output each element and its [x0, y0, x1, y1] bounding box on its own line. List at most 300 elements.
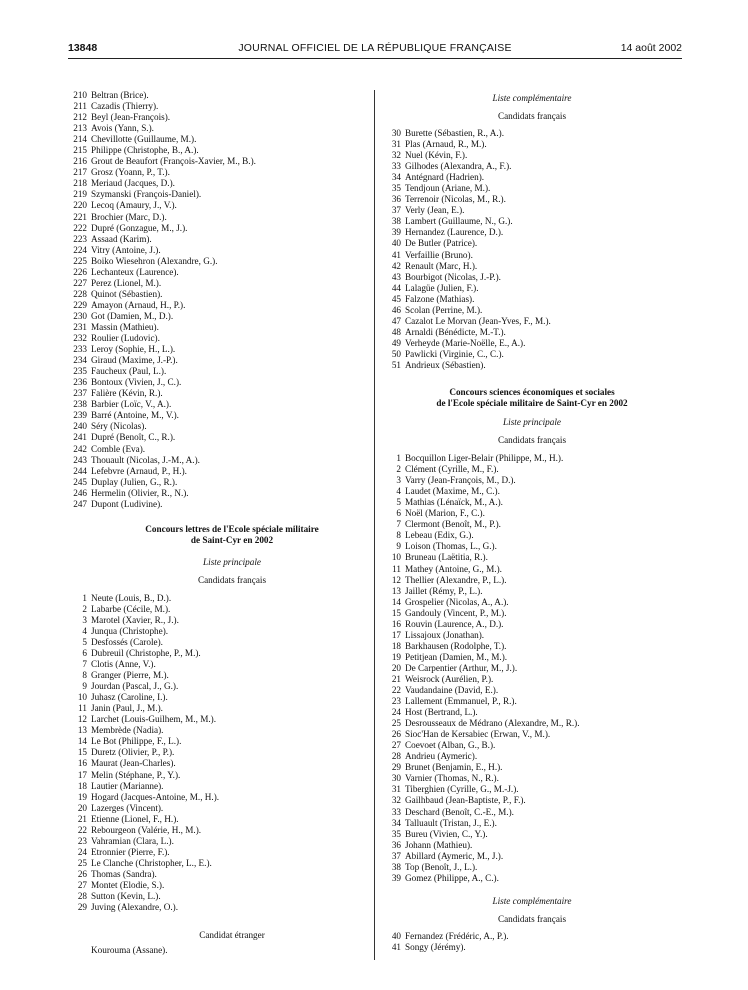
rank-number: 4: [82, 625, 87, 636]
rank-number: 16: [391, 618, 401, 629]
page-number: 13848: [68, 42, 98, 54]
list-item: [382, 172, 682, 183]
list-item: [68, 178, 368, 189]
list-item: [68, 770, 368, 781]
list-item: [382, 305, 682, 316]
list-item: [382, 497, 682, 508]
rank-number: 20: [77, 802, 87, 813]
list-item: [68, 836, 368, 847]
list-item: [382, 707, 682, 718]
rank-number: 240: [73, 421, 87, 432]
candidate-name: Terrenoir (Nicolas, M., R.).: [405, 194, 506, 205]
list-item: [382, 508, 682, 519]
candidate-name: Bureu (Vivien, C., Y.).: [405, 828, 488, 839]
list-item: [68, 366, 368, 377]
rank-number: 227: [73, 277, 87, 288]
candidate-name: Bourbigot (Nicolas, J.-P.).: [405, 271, 501, 282]
list-item: [382, 150, 682, 161]
candidate-name: Chevillotte (Guillaume, M.).: [91, 134, 197, 145]
candidate-name: Johann (Mathieu).: [405, 839, 473, 850]
list-item: [68, 289, 368, 300]
candidate-name: Lalagüe (Julien, F.).: [405, 282, 479, 293]
candidate-name: Burette (Sébastien, R., A.).: [405, 128, 505, 138]
heading-line-2: de Saint-Cyr en 2002: [190, 534, 274, 545]
list-item: [68, 792, 368, 803]
candidate-name: Brochier (Marc, D.).: [91, 211, 167, 222]
candidate-name: Andrieux (Sébastien).: [405, 359, 486, 370]
rank-number: 34: [391, 817, 401, 828]
rank-number: 7: [396, 519, 401, 530]
candidate-name: Sioc'Han de Kersabiec (Erwan, V., M.).: [405, 729, 551, 740]
list-item: [382, 773, 682, 784]
candidate-name: Beltran (Brice).: [91, 90, 149, 100]
candidate-name: Cazalot Le Morvan (Jean-Yves, F., M.).: [405, 315, 551, 326]
candidate-name: Leroy (Sophie, H., L.).: [91, 344, 176, 355]
rank-number: 39: [391, 872, 401, 883]
candidate-name: Bruneau (Laëtitia, R.).: [405, 552, 488, 563]
candidate-name: Bocquillon Liger-Belair (Philippe, M., H.).: [405, 453, 564, 464]
liste-complementaire-label: Liste complémentaire: [492, 93, 572, 103]
list-item: [68, 803, 368, 814]
list-item: [382, 552, 682, 563]
list-item: [382, 564, 682, 575]
rank-number: 40: [391, 930, 401, 941]
list-item: [382, 139, 682, 150]
candidate-name: Laudet (Maxime, M., C.).: [405, 486, 500, 497]
list-item: [68, 421, 368, 432]
candidate-name: Sutton (Kevin, L.).: [91, 891, 161, 902]
list-item: [382, 338, 682, 349]
page-header: [68, 42, 682, 56]
rank-number: 10: [391, 552, 401, 563]
rank-number: 44: [391, 282, 401, 293]
list-item: [382, 128, 682, 139]
rank-number: 48: [391, 326, 401, 337]
rank-number: 247: [73, 498, 87, 509]
candidate-name: Clermont (Benoît, M., P.).: [405, 519, 501, 530]
list-item: [382, 586, 682, 597]
list-item: [382, 530, 682, 541]
candidate-name: Clotis (Anne, V.).: [91, 659, 156, 670]
rank-number: 232: [73, 333, 87, 344]
list-item: [382, 729, 682, 740]
list-item: [68, 311, 368, 322]
candidate-name: Massin (Mathieu).: [91, 321, 159, 332]
candidate-name: Hogard (Jacques-Antoine, M., H.).: [91, 791, 220, 802]
rank-number: 221: [73, 211, 87, 222]
list-item: [382, 238, 682, 249]
list-e: [382, 931, 682, 953]
list-item: [382, 784, 682, 795]
list-item: [68, 847, 368, 858]
candidats-francais-label: Candidats français: [497, 111, 567, 121]
candidate-name: Duretz (Olivier, P., P.).: [91, 747, 175, 758]
candidate-name: Loison (Thomas, L., G.).: [405, 541, 497, 552]
candidate-name: Juhasz (Caroline, I.).: [91, 692, 168, 703]
list-item: [382, 873, 682, 884]
rank-number: 21: [391, 673, 401, 684]
candidate-name: Tendjoun (Ariane, M.).: [405, 183, 491, 194]
rank-number: 20: [391, 662, 401, 673]
rank-number: 217: [73, 167, 87, 178]
list-item: [68, 814, 368, 825]
list-item: [68, 648, 368, 659]
candidate-name: Larchet (Louis-Guilhem, M., M.).: [91, 714, 217, 725]
list-item: [68, 781, 368, 792]
list-item: [68, 432, 368, 443]
rank-number: 34: [391, 172, 401, 183]
candidate-name: Cazadis (Thierry).: [91, 101, 159, 112]
rank-number: 19: [77, 791, 87, 802]
candidate-name: Desfossés (Carole).: [91, 636, 163, 647]
candidate-name: Petitjean (Damien, M., M.).: [405, 651, 508, 662]
rank-number: 11: [392, 563, 401, 574]
candidate-name: Séry (Nicolas).: [91, 421, 147, 432]
rank-number: 35: [391, 183, 401, 194]
rank-number: 211: [73, 101, 87, 112]
rank-number: 8: [396, 530, 401, 541]
candidate-name: Falzone (Mathias).: [405, 293, 475, 304]
list-item: [68, 256, 368, 267]
rank-number: 215: [73, 145, 87, 156]
rank-number: 42: [391, 260, 401, 271]
rank-number: 31: [391, 139, 401, 150]
list-item: [68, 333, 368, 344]
list-item: [68, 604, 368, 615]
list-item: [68, 200, 368, 211]
candidate-name: Gilhodes (Alexandra, A., F.).: [405, 161, 512, 172]
candidate-name: Philippe (Christophe, B., A.).: [91, 145, 199, 156]
candidate-name: Jaillet (Rémy, P., L.).: [405, 585, 483, 596]
candidate-name: Plas (Arnaud, R., M.).: [405, 139, 487, 150]
list-item: [382, 840, 682, 851]
rank-number: 22: [77, 824, 87, 835]
rank-number: 16: [77, 758, 87, 769]
list-item: [382, 641, 682, 652]
candidat-etranger-name: Kourouma (Assane).: [91, 945, 168, 956]
candidate-name: Lazerges (Vincent).: [91, 802, 164, 813]
candidate-name: Host (Bertrand, L.).: [405, 707, 478, 718]
rank-number: 32: [391, 150, 401, 161]
list-c: [382, 128, 682, 371]
candidate-name: Barbier (Loïc, V., A.).: [91, 399, 172, 410]
candidats-francais-label: Candidats français: [497, 435, 567, 446]
list-item: [68, 758, 368, 769]
list-item: [382, 931, 682, 942]
candidate-name: Scolan (Perrine, M.).: [405, 304, 483, 315]
rank-number: 237: [73, 388, 87, 399]
rank-number: 223: [73, 233, 87, 244]
rank-number: 218: [73, 178, 87, 189]
section-heading-sciences: [382, 387, 682, 409]
list-b: [68, 593, 368, 913]
candidate-name: Lallement (Emmanuel, P., R.).: [405, 696, 517, 707]
candidate-name: Janin (Paul, J., M.).: [91, 703, 163, 714]
list-item: [382, 663, 682, 674]
rank-number: 17: [391, 629, 401, 640]
rank-number: 6: [82, 648, 87, 659]
candidate-name: Faucheux (Paul, L.).: [91, 366, 167, 377]
list-item: [382, 453, 682, 464]
list-item: [382, 762, 682, 773]
rank-number: 5: [396, 497, 401, 508]
rank-number: 235: [73, 366, 87, 377]
list-item: [68, 344, 368, 355]
rank-number: 47: [391, 315, 401, 326]
candidate-name: Varry (Jean-François, M., D.).: [405, 475, 516, 486]
candidate-name: Vaudandaine (David, E.).: [405, 685, 499, 696]
candidate-name: Varnier (Thomas, N., R.).: [405, 773, 499, 784]
list-item: [68, 858, 368, 869]
rank-number: 14: [391, 596, 401, 607]
list-item: [68, 134, 368, 145]
list-item: [68, 223, 368, 234]
rank-number: 220: [73, 200, 87, 211]
candidate-name: Nuel (Kévin, F.).: [405, 150, 468, 161]
list-item: [382, 486, 682, 497]
rank-number: 1: [82, 592, 87, 603]
rank-number: 30: [391, 128, 401, 138]
candidate-name: De Butler (Patrice).: [405, 238, 478, 249]
list-item: [68, 234, 368, 245]
column-divider: [374, 90, 375, 960]
candidate-name: Szymanski (François-Daniel).: [91, 189, 202, 200]
rank-number: 13: [391, 585, 401, 596]
list-item: [382, 216, 682, 227]
candidate-name: Lautier (Marianne).: [91, 780, 164, 791]
rank-number: 36: [391, 194, 401, 205]
list-item: [382, 316, 682, 327]
candidate-name: Brunet (Benjamin, E., H.).: [405, 762, 503, 773]
candidate-name: Quinot (Sébastien).: [91, 288, 163, 299]
list-item: [382, 183, 682, 194]
rank-number: 246: [73, 487, 87, 498]
rank-number: 224: [73, 244, 87, 255]
list-item: [68, 681, 368, 692]
rank-number: 226: [73, 266, 87, 277]
candidate-name: Got (Damien, M., D.).: [91, 310, 174, 321]
candidate-name: Weisrock (Aurélien, P.).: [405, 673, 494, 684]
rank-number: 234: [73, 355, 87, 366]
rank-number: 216: [73, 156, 87, 167]
list-item: [68, 167, 368, 178]
candidate-name: Verfaillie (Bruno).: [405, 249, 473, 260]
list-item: [68, 322, 368, 333]
candidate-name: Dupré (Gonzague, M., J.).: [91, 222, 188, 233]
list-item: [68, 156, 368, 167]
rank-number: 228: [73, 288, 87, 299]
list-item: [68, 593, 368, 604]
rank-number: 33: [391, 806, 401, 817]
rank-number: 15: [77, 747, 87, 758]
heading-line-1: Concours lettres de l'Ecole spéciale militaire: [145, 523, 319, 534]
list-item: [68, 466, 368, 477]
candidate-name: Arnaldi (Bénédicte, M.-T.).: [405, 326, 506, 337]
candidate-name: Clément (Cyrille, M., F.).: [405, 464, 499, 475]
candidate-name: Bontoux (Vivien, J., C.).: [91, 377, 182, 388]
candidate-name: Deschard (Benoît, C.-E., M.).: [405, 806, 514, 817]
rank-number: 17: [77, 769, 87, 780]
rank-number: 213: [73, 123, 87, 134]
list-item: [382, 541, 682, 552]
rank-number: 28: [77, 891, 87, 902]
rank-number: 25: [77, 857, 87, 868]
list-item: [68, 267, 368, 278]
candidate-name: Rouvin (Laurence, A., D.).: [405, 618, 504, 629]
rank-number: 41: [391, 941, 401, 952]
rank-number: 9: [82, 681, 87, 692]
list-item: [382, 630, 682, 641]
rank-number: 2: [396, 464, 401, 475]
list-item: [382, 807, 682, 818]
candidate-name: Marotel (Xavier, R., J.).: [91, 614, 179, 625]
candidate-name: Songy (Jérémy).: [405, 941, 466, 952]
candidate-name: Granger (Pierre, M.).: [91, 670, 169, 681]
rank-number: 18: [77, 780, 87, 791]
rank-number: 14: [77, 736, 87, 747]
list-item: [382, 751, 682, 762]
list-item: [68, 477, 368, 488]
list-item: [382, 519, 682, 530]
publication-date: 14 août 2002: [620, 42, 682, 54]
rank-number: 29: [391, 762, 401, 773]
list-item: [68, 880, 368, 891]
rank-number: 38: [391, 216, 401, 227]
candidate-name: Giraud (Maxime, J.-P.).: [91, 355, 178, 366]
rank-number: 1: [396, 453, 401, 464]
list-item: [68, 703, 368, 714]
list-item: [68, 399, 368, 410]
list-item: [68, 101, 368, 112]
candidate-name: Juving (Alexandre, O.).: [91, 902, 179, 913]
candidate-name: Top (Benoît, J., L.).: [405, 861, 478, 872]
list-item: [382, 250, 682, 261]
candidate-name: Lecoq (Amaury, J., V.).: [91, 200, 177, 211]
list-item: [68, 300, 368, 311]
rank-number: 242: [73, 443, 87, 454]
candidate-name: Thellier (Alexandre, P., L.).: [405, 574, 507, 585]
candidate-name: Lefebvre (Arnaud, P., H.).: [91, 465, 187, 476]
rank-number: 233: [73, 344, 87, 355]
rank-number: 49: [391, 337, 401, 348]
list-item: [382, 464, 682, 475]
list-item: [382, 360, 682, 371]
rank-number: 10: [77, 692, 87, 703]
candidate-name: Barkhausen (Rodolphe, T.).: [405, 640, 507, 651]
candidate-name: Grospelier (Nicolas, A., A.).: [405, 596, 509, 607]
candidate-name: Andrieu (Aymeric).: [405, 751, 478, 762]
candidate-name: Noël (Marion, F., C.).: [405, 508, 485, 519]
candidate-name: Lebeau (Edix, G.).: [405, 530, 474, 541]
candidate-name: Junqua (Christophe).: [91, 625, 169, 636]
list-item: [68, 488, 368, 499]
candidate-name: Tiberghien (Cyrille, G., M.-J.).: [405, 784, 519, 795]
candidate-name: Membrède (Nadia).: [91, 725, 164, 736]
rank-number: 28: [391, 751, 401, 762]
list-item: [382, 862, 682, 873]
candidate-name: Le Bot (Philippe, F., L.).: [91, 736, 182, 747]
candidate-name: Fernandez (Frédéric, A., P.).: [405, 930, 509, 941]
rank-number: 50: [391, 348, 401, 359]
candidate-name: Boiko Wiesehron (Alexandre, G.).: [91, 255, 218, 266]
candidate-name: Verheyde (Marie-Noëlle, E., A.).: [405, 337, 526, 348]
rank-number: 212: [73, 112, 87, 123]
rank-number: 18: [391, 640, 401, 651]
list-item: [68, 145, 368, 156]
candidate-name: Gomez (Philippe, A., C.).: [405, 872, 499, 883]
list-item: [382, 740, 682, 751]
rank-number: 11: [78, 703, 87, 714]
list-item: [68, 278, 368, 289]
list-item: [68, 499, 368, 510]
candidate-name: Etronnier (Pierre, F.).: [91, 846, 170, 857]
rank-number: 51: [391, 359, 401, 370]
candidate-name: Mathey (Antoine, G., M.).: [405, 563, 502, 574]
candidats-francais-label: Candidats français: [497, 913, 567, 924]
list-item: [68, 714, 368, 725]
candidate-name: Meriaud (Jacques, D.).: [91, 178, 175, 189]
rank-number: 23: [77, 835, 87, 846]
candidate-name: Labarbe (Cécile, M.).: [91, 603, 171, 614]
rank-number: 33: [391, 161, 401, 172]
header-rule: [68, 58, 682, 59]
list-item: [68, 444, 368, 455]
list-item: [382, 608, 682, 619]
candidate-name: Coevoet (Alban, G., B.).: [405, 740, 496, 751]
candidate-name: Lambert (Guillaume, N., G.).: [405, 216, 513, 227]
rank-number: 241: [73, 432, 87, 443]
rank-number: 3: [396, 475, 401, 486]
list-item: [382, 575, 682, 586]
candidate-name: Verly (Jean, E.).: [405, 205, 465, 216]
rank-number: 12: [77, 714, 87, 725]
list-item: [382, 718, 682, 729]
rank-number: 8: [82, 670, 87, 681]
list-item: [68, 891, 368, 902]
list-d: [382, 453, 682, 884]
list-item: [382, 283, 682, 294]
list-item: [68, 388, 368, 399]
candidate-name: Lissajoux (Jonathan).: [405, 629, 485, 640]
list-item: [382, 261, 682, 272]
candidate-name: Jourdan (Pascal, J., G.).: [91, 681, 179, 692]
list-item: [68, 355, 368, 366]
rank-number: 222: [73, 222, 87, 233]
candidate-name: Dubreuil (Christophe, P., M.).: [91, 648, 201, 659]
rank-number: 19: [391, 651, 401, 662]
heading-line-1: Concours sciences économiques et sociales: [449, 387, 615, 398]
rank-number: 231: [73, 321, 87, 332]
candidate-name: Falière (Kévin, R.).: [91, 388, 163, 399]
rank-number: 25: [391, 718, 401, 729]
rank-number: 24: [391, 707, 401, 718]
candidate-name: Thomas (Sandra).: [91, 868, 157, 879]
list-item: [382, 272, 682, 283]
rank-number: 210: [73, 90, 87, 100]
rank-number: 32: [391, 795, 401, 806]
rank-number: 31: [391, 784, 401, 795]
rank-number: 5: [82, 636, 87, 647]
candidate-name: Roulier (Ludovic).: [91, 333, 160, 344]
liste-principale-label: Liste principale: [503, 417, 561, 428]
list-item: [382, 597, 682, 608]
rank-number: 245: [73, 476, 87, 487]
list-item: [68, 245, 368, 256]
candidate-name: Neute (Louis, B., D.).: [91, 592, 172, 603]
candidate-name: Le Clanche (Christopher, L., E.).: [91, 857, 212, 868]
rank-number: 6: [396, 508, 401, 519]
candidate-name: Desrousseaux de Médrano (Alexandre, M., R.).: [405, 718, 580, 729]
